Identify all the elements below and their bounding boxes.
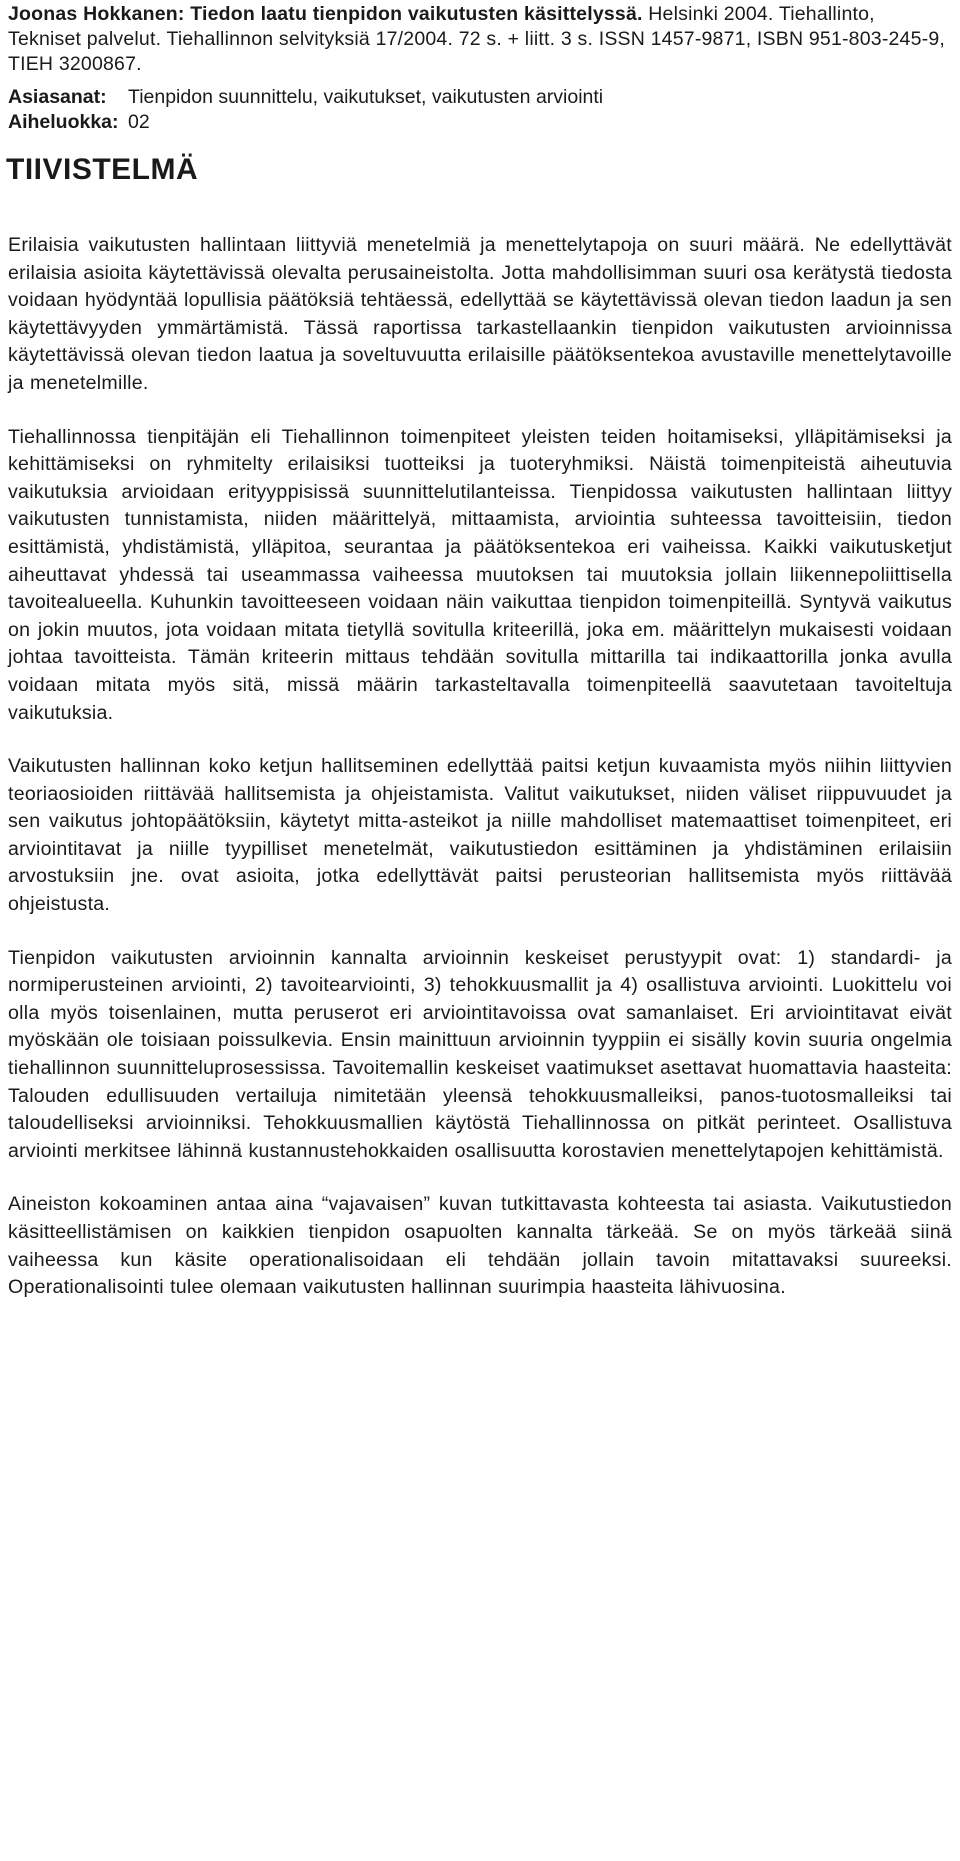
keywords-label: Asiasanat:: [8, 86, 107, 108]
abstract-paragraph-5: Aineiston kokoaminen antaa aina “vajavaisen” kuvan tutkittavasta kohteesta tai asiasta. Vaikutustiedon käsitteellistämisen on kaikkien tienpidon osapuolten kannalta tärkeää. Se on myös tärkeää siinä vaiheessa kun käsite operationalisoidaan eli tehdään jollain tavoin mitattavaksi suureeksi. Operationalisointi tulee olemaan vaikutusten hallinnan suurimpia haasteita lähivuosina.: [8, 1193, 952, 1299]
subject-class-value: 02: [128, 111, 150, 133]
citation-publication: Helsinki 2004. Tiehallinto, Tekniset palvelut. Tiehallinnon selvityksiä 17/2004. 72 s. + liitt. 3 s. ISSN 1457-9871, ISBN 951-803-245-9, TIEH 3200867.: [8, 3, 946, 75]
subject-class-label: Aiheluokka:: [8, 111, 119, 133]
abstract-body: [8, 232, 952, 1328]
abstract-paragraph-2: Tiehallinnossa tienpitäjän eli Tiehallinnon toimenpiteet yleisten teiden hoitamiseksi, ylläpitämiseksi ja kehittämiseksi on ryhmitelty erilaisiksi tuotteiksi ja tuoteryhmiksi. Näistä toimenpiteistä aiheutuvia vaikutuksia arvioidaan erityyppisissä suunnittelutilanteissa. Tienpidossa vaikutusten hallintaan liittyy vaikutusten tunnistamista, niiden määrittelyä, mittaamista, arviointia suhteessa tavoitteisiin, tiedon esittämistä, yhdistämistä, ylläpitoa, seurantaa ja päätöksentekoa eri vaiheissa. Kaikki vaikutusketjut aiheuttavat yhdessä tai useammassa vaiheessa muutoksen tai muutoksia jollain liikennepoliittisella tavoitealueella. Kuhunkin tavoitteeseen voidaan näin vaikuttaa tienpidon toimenpiteillä. Syntyvä vaikutus on jokin muutos, jota voidaan mitata tietyllä sovitulla kriteerillä, joka em. määrittelyn mukaisesti voidaan johtaa tavoitteista. Tämän kriteerin mittaus tehdään sovitulla mittarilla tai indikaattorilla jonka avulla voidaan mitata myös sitä, missä määrin tarkasteltavalla toimenpiteellä saavutetaan tavoiteltuja vaikutuksia.: [8, 425, 952, 724]
abstract-paragraph-4: Tienpidon vaikutusten arvioinnin kannalta arvioinnin keskeiset perustyypit ovat: 1) standardi- ja normiperusteinen arviointi, 2) tavoitearviointi, 3) tehokkuusmallit ja 4) osallistuva arviointi. Luokittelu voi olla myös toisenlainen, mutta peruserot eri arviointitavoissa ovat samanlaiset. Eri arviointitavat eivät myöskään ole toisiaan poissulkevia. Ensin mainittuun arvioinnin tyyppiin ei sisälly kovin suuria ongelmia tiehallinnon suunnitteluprosessissa. Tavoitemallin keskeiset vaatimukset asettavat huomattavia haasteita: Talouden edullisuuden vertailuja nimitetään yleensä tehokkuusmalleiksi, panos-tuotosmalleiksi tai taloudelliseksi arvioinniksi. Tehokkuusmallien käytöstä Tiehallinnossa on pitkät perinteet. Osallistuva arviointi merkitsee lähinnä kustannustehokkaiden osallisuutta korostavien menettelytapojen kehittämistä.: [8, 946, 952, 1162]
abstract-paragraph-1: Erilaisia vaikutusten hallintaan liittyviä menetelmiä ja menettelytapoja on suuri määrä. Ne edellyttävät erilaisia asioita käytettävissä olevalta perusaineistolta. Jotta mahdollisimman suuri osa kerätystä tiedosta voidaan hyödyntää lopullisia päätöksiä tehtäessä, edellyttää se käytettävissä olevan tiedon laadun ja sen käytettävyyden ymmärtämistä. Tässä raportissa tarkastellaankin tienpidon vaikutusten arvioinnissa käytettävissä olevan tiedon laatua ja soveltuvuutta erilaisille päätöksentekoa avustaville menettelytavoille ja menetelmille.: [8, 234, 952, 394]
citation-block: [8, 2, 948, 77]
abstract-heading: TIIVISTELMÄ: [6, 153, 199, 186]
citation-author-title: Joonas Hokkanen: Tiedon laatu tienpidon vaikutusten käsittelyssä.: [8, 3, 643, 25]
abstract-paragraph-3: Vaikutusten hallinnan koko ketjun hallitseminen edellyttää paitsi ketjun kuvaamista myös niihin liittyvien teoriaosioiden riittävää hallitsemista ja ohjeistamista. Valitut vaikutukset, niiden väliset riippuvuudet ja sen vaikutus johtopäätöksiin, käytetyt mitta-asteikot ja niille mahdolliset matemaattiset toimenpiteet, eri arviointitavat ja niille tyypilliset menetelmät, vaikutustiedon esittäminen ja yhdistäminen erilaisiin arvostuksiin jne. ovat asioita, jotka edellyttävät paitsi perusteorian hallitsemista myös riittävää ohjeistusta.: [8, 755, 952, 916]
subject-class-row: [8, 110, 948, 135]
keywords-value: Tienpidon suunnittelu, vaikutukset, vaikutusten arviointi: [128, 86, 604, 108]
keywords-row: [8, 85, 948, 110]
